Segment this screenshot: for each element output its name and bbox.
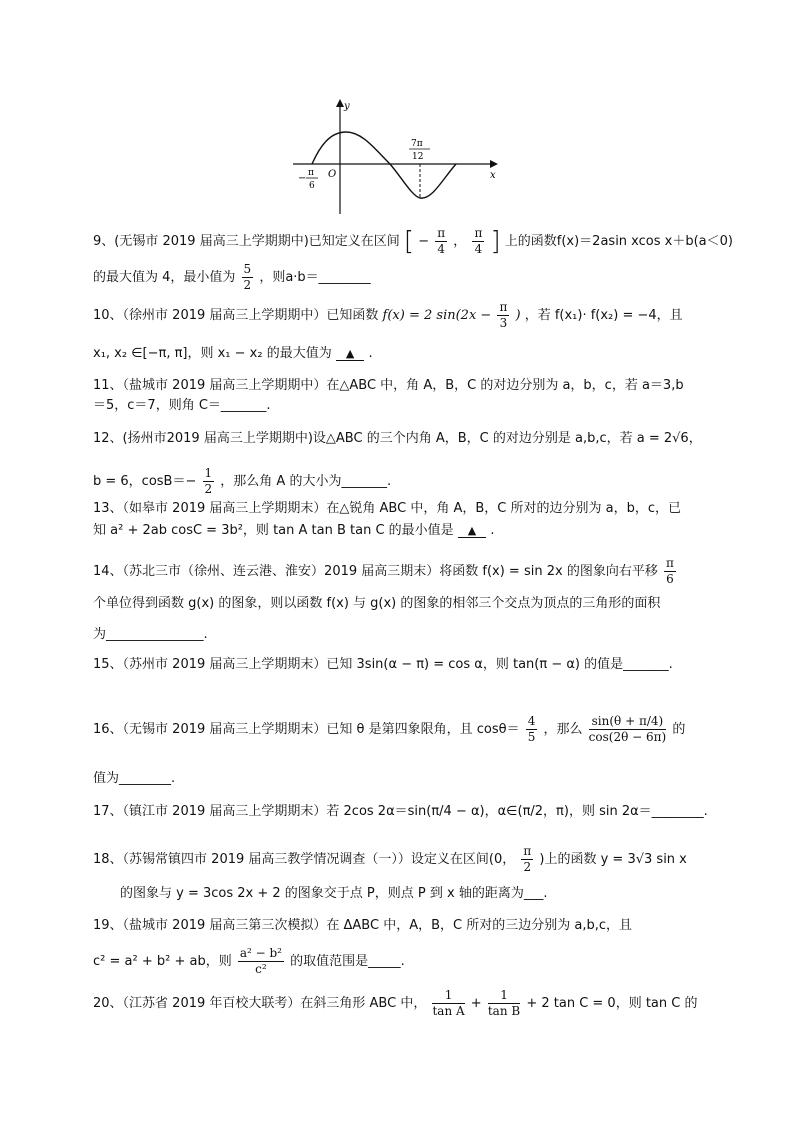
left-label-num: π <box>308 168 314 178</box>
q9-interval-left: $\frac{\pi}{4}$ <box>437 226 446 256</box>
q16-line-1: 16、（无锡市 2019 届高三上学期期末）已知 θ 是第四象限角，且 cosθ＝ $\frac{4}{5}$ ，那么 $\frac{\sin(\theta + \pi/4)}{\cos(2\theta - 6\pi)}$ 的 <box>93 714 686 744</box>
y-axis-label: y <box>344 101 350 112</box>
q16-line-2: 值为________. <box>93 771 176 786</box>
left-label-sign: − <box>298 173 307 184</box>
q18-line-2: 的图象与 y = 3cos 2x + 2 的图象交于点 P，则点 P 到 x 轴的距离为___. <box>120 886 548 901</box>
q11-line-2: ＝5，c＝7，则角 C＝_______. <box>93 398 271 413</box>
q12-cos-fraction: $\frac{1}{2}$ <box>204 466 213 496</box>
left-label-den: 6 <box>309 181 315 191</box>
q12-line-1: 12、(扬州市2019 届高三上学期期中)设△ABC 的三个内角 A，B，C 的对边分别是 a,b,c，若 a = 2√6， <box>93 431 702 446</box>
q12-line-2: b = 6，cosB＝− $\frac{1}{2}$ ，那么角 A 的大小为_______. <box>93 466 392 496</box>
q16-cos-fraction: $\frac{4}{5}$ <box>527 714 536 744</box>
right-label-num: 7π <box>411 139 423 149</box>
y-axis-arrow <box>336 99 344 107</box>
q14-line-1: 14、（苏北三市（徐州、连云港、淮安）2019 届高三期末）将函数 f(x) = sin 2x 的图象向右平移 $\frac{\pi}{6}$ <box>93 556 674 586</box>
sine-curve <box>312 132 456 198</box>
q10-line-2: x₁, x₂ ∈[−π, π]，则 x₁ − x₂ 的最大值为 ▲ . <box>93 346 373 361</box>
q19-ratio-fraction: $\frac{\text{a² − b²}}{\text{c²}}$ <box>239 946 282 976</box>
origin-label: O <box>328 169 337 180</box>
q14-shift-fraction: $\frac{\pi}{6}$ <box>665 556 674 586</box>
q14-line-2: 个单位得到函数 g(x) 的图象，则以函数 f(x) 与 g(x) 的图象的相邻三个交点为顶点的三角形的面积 <box>93 596 661 611</box>
q10-line-1: 10、（徐州市 2019 届高三上学期期中）已知函数 f(x) = 2 sin(2x − $\frac{\pi}{3}$ ) ，若 f(x₁)· f(x₂) = −4，且 <box>93 300 683 330</box>
q18-line-1: 18、（苏锡常镇四市 2019 届高三教学情况调查（一））设定义在区间(0， $\frac{\pi}{2}$ )上的函数 y = 3√3 sin x <box>93 844 687 874</box>
q20-line-1: 20、（江苏省 2019 年百校大联考）在斜三角形 ABC 中， $\frac{1}{\text{tan A}}$ + $\frac{1}{\text{tan B}}$ + 2 tan C = 0，则 tan C 的 <box>93 988 698 1018</box>
q17-line-1: 17、（镇江市 2019 届高三上学期期末）若 2cos 2α＝sin(π/4 − α)，α∈(π/2，π)，则 sin 2α＝________. <box>93 804 708 819</box>
q11-line-1: 11、（盐城市 2019 届高三上学期期中）在△ABC 中，角 A，B，C 的对边分别为 a，b，c，若 a＝3,b <box>93 378 684 393</box>
q19-line-1: 19、（盐城市 2019 届高三第三次模拟）在 ΔABC 中，A，B，C 所对的三边分别为 a,b,c，且 <box>93 918 632 933</box>
q9-min-fraction: $\frac{5}{2}$ <box>243 262 252 292</box>
q14-line-3: 为_______________. <box>93 627 208 642</box>
q9-line-2: 的最大值为 4，最小值为 $\frac{5}{2}$ ，则a·b＝________ <box>93 262 371 292</box>
q9-line-1: 9、(无锡市 2019 届高三上学期期中)已知定义在区间 [ − $\frac{\pi}{4}$ ， $\frac{\pi}{4}$ ] 上的函数f(x)＝2asin xcos x＋b(a＜0) <box>93 226 733 257</box>
q16-expression-fraction: $\frac{\sin(\theta + \pi/4)}{\cos(2\theta - 6\pi)}$ <box>588 714 667 744</box>
q9-interval-right: $\frac{\pi}{4}$ <box>474 226 483 256</box>
answer-blank-marker: ▲ <box>336 347 364 361</box>
sine-graph <box>290 98 500 216</box>
q18-interval-fraction: $\frac{\pi}{2}$ <box>523 844 532 874</box>
x-axis-label: x <box>490 170 496 181</box>
q13-line-1: 13、（如皋市 2019 届高三上学期期末）在△锐角 ABC 中，角 A，B，C 所对的边分别为 a，b，c，已 <box>93 501 681 516</box>
q19-line-2: c² = a² + b² + ab，则 $\frac{\text{a² − b²}}{\text{c²}}$ 的取值范围是_____. <box>93 946 405 976</box>
q15-line-1: 15、（苏州市 2019 届高三上学期期末）已知 3sin(α − π) = cos α，则 tan(π − α) 的值是_______. <box>93 657 673 672</box>
q10-pi-third: $\frac{\pi}{3}$ <box>499 300 508 330</box>
answer-blank-marker: ▲ <box>458 524 486 538</box>
q13-line-2: 知 a² + 2ab cosC = 3b²，则 tan A tan B tan C 的最小值是 ▲ . <box>93 523 495 538</box>
x-axis-arrow <box>490 160 498 168</box>
q20-fraction-b: $\frac{1}{\text{tan B}}$ <box>487 988 521 1018</box>
right-label-den: 12 <box>412 152 424 162</box>
q20-fraction-a: $\frac{1}{\text{tan A}}$ <box>432 988 465 1018</box>
